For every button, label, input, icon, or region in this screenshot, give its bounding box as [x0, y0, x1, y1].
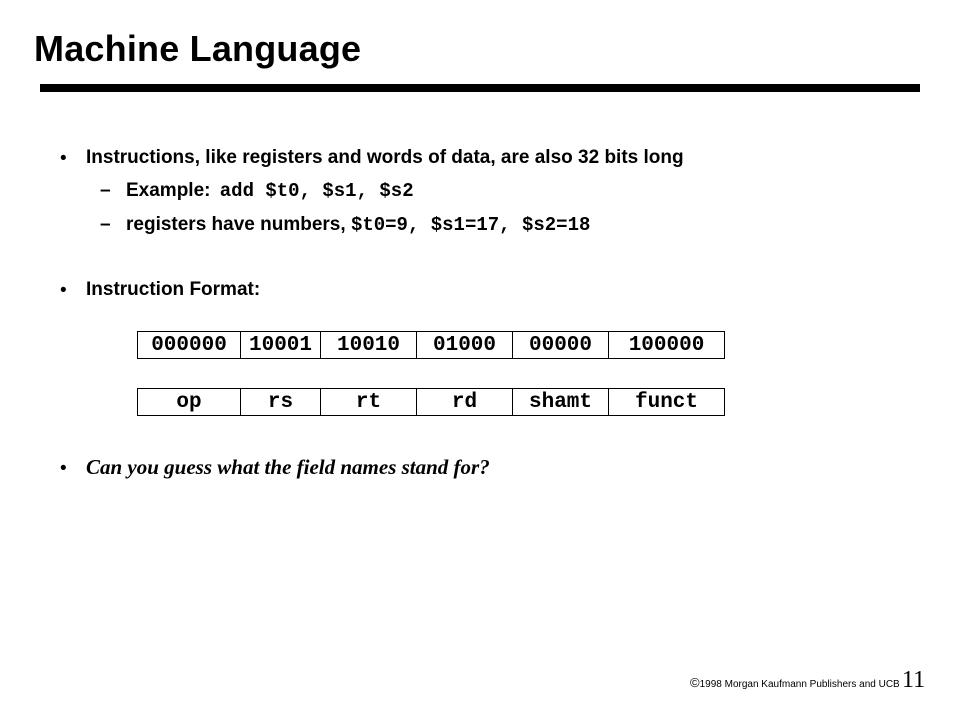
bullet-instruction-format: Instruction Format: [86, 279, 261, 300]
bits-op: 000000 [138, 332, 241, 358]
title-divider [40, 84, 920, 92]
sub-bullet-register-numbers [126, 214, 590, 236]
example-label: Example: [126, 180, 211, 201]
page-title: Machine Language [34, 28, 362, 69]
copyright-footer [690, 675, 900, 690]
copyright-symbol: © [690, 675, 700, 690]
field-funct: funct [634, 390, 698, 414]
instruction-bits-row [137, 331, 725, 359]
register-numbers-label: registers have numbers, [126, 214, 346, 235]
register-numbers-code: $t0=9, $s1=17, $s2=18 [350, 214, 591, 236]
page-number: 11 [902, 667, 926, 693]
instruction-fields-row [137, 388, 725, 416]
bullet-instructions-32-bits: Instructions, like registers and words of data, are also 32 bits long [86, 147, 684, 168]
bits-shamt: 00000 [513, 332, 609, 358]
bullet-marker: • [60, 148, 67, 169]
copyright-text: 1998 Morgan Kaufmann Publishers and UCB [699, 679, 900, 690]
field-op: op [138, 389, 241, 415]
field-rd: rd [417, 389, 513, 415]
bits-rs: 10001 [241, 332, 321, 358]
example-code: add $t0, $s1, $s2 [219, 180, 414, 202]
bits-funct: 100000 [628, 333, 705, 357]
bits-rt: 10010 [321, 332, 417, 358]
dash-marker: – [100, 214, 111, 235]
bullet-marker: • [60, 280, 67, 301]
bullet-field-names-question: Can you guess what the field names stand for? [86, 455, 490, 479]
field-shamt: shamt [513, 389, 609, 415]
field-rs: rs [241, 389, 321, 415]
bullet-marker: • [60, 458, 67, 479]
dash-marker: – [100, 180, 111, 201]
sub-bullet-example [126, 180, 414, 202]
field-rt: rt [321, 389, 417, 415]
bits-rd: 01000 [417, 332, 513, 358]
